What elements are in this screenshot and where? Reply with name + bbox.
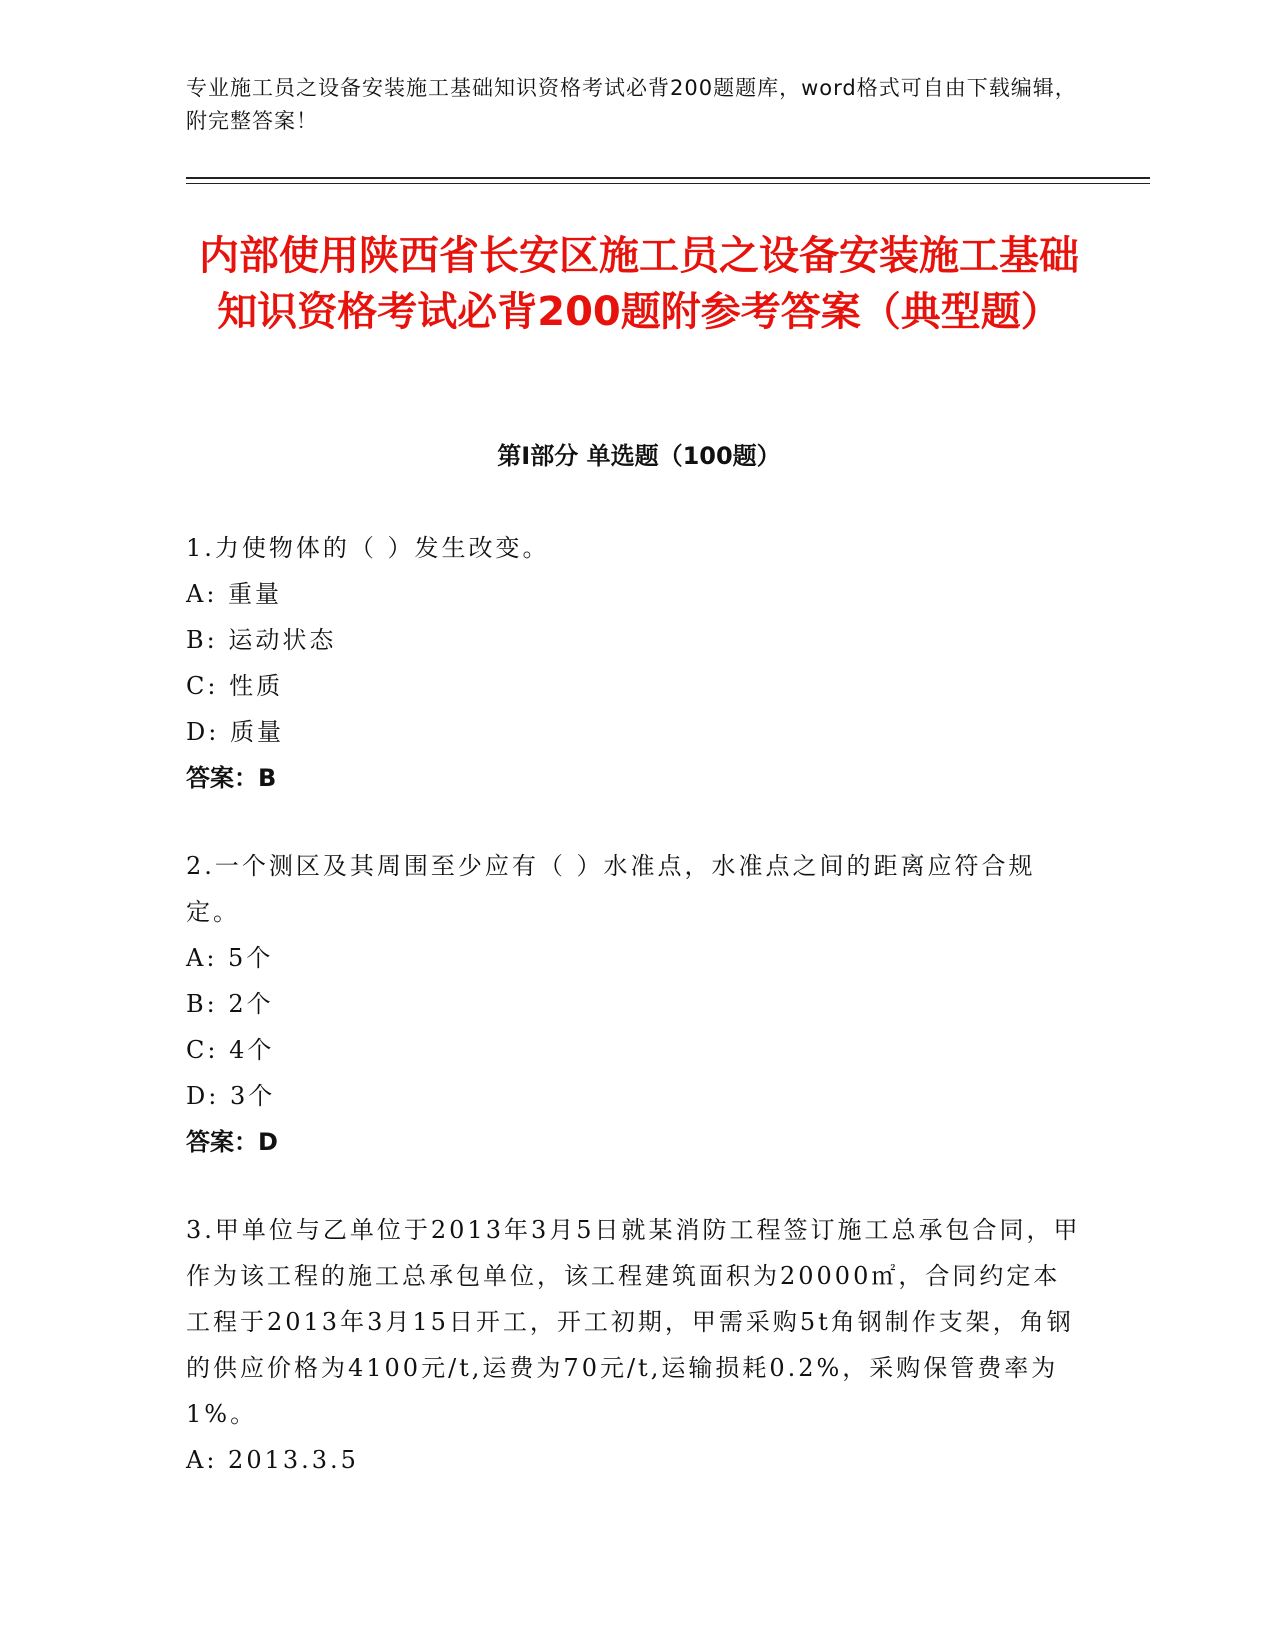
- option-a: A: 5个: [186, 944, 274, 972]
- question-text: 2.一个测区及其周围至少应有（ ）水准点，水准点之间的距离应符合规定。: [186, 852, 1036, 926]
- document-title: 内部使用陕西省长安区施工员之设备安装施工基础知识资格考试必背200题附参考答案（典型题）: [199, 233, 1079, 335]
- answer: 答案：D: [186, 1128, 278, 1156]
- option-d: D: 3个: [186, 1082, 276, 1110]
- option-c: C: 性质: [186, 672, 284, 700]
- answer: 答案：B: [186, 764, 277, 792]
- section-title: 第I部分 单选题（100题）: [497, 442, 781, 470]
- option-b: B: 运动状态: [186, 626, 337, 654]
- question-3: [186, 1207, 1086, 1483]
- header-rule-thick: [186, 177, 1150, 179]
- question-text: 1.力使物体的（ ）发生改变。: [186, 534, 550, 562]
- question-2: [186, 843, 1086, 1165]
- question-list: [186, 525, 1086, 1525]
- option-d: D: 质量: [186, 718, 284, 746]
- question-1: [186, 525, 1086, 801]
- header-rule-thin: [186, 183, 1150, 184]
- option-a: A: 重量: [186, 580, 283, 608]
- option-b: B: 2个: [186, 990, 274, 1018]
- question-text: 3.甲单位与乙单位于2013年3月5日就某消防工程签订施工总承包合同，甲作为该工程的施工总承包单位，该工程建筑面积为20000㎡，合同约定本工程于2013年3月15日开工，开工初期，甲需采购5t角钢制作支架，角钢的供应价格为4100元/t,运费为70元/t,运输损耗0.2%，采购保管费率为1%。: [186, 1216, 1081, 1428]
- header-note: 专业施工员之设备安装施工基础知识资格考试必背200题题库，word格式可自由下载编辑，附完整答案！: [186, 76, 1077, 133]
- option-c: C: 4个: [186, 1036, 275, 1064]
- option-a: A: 2013.3.5: [186, 1446, 359, 1474]
